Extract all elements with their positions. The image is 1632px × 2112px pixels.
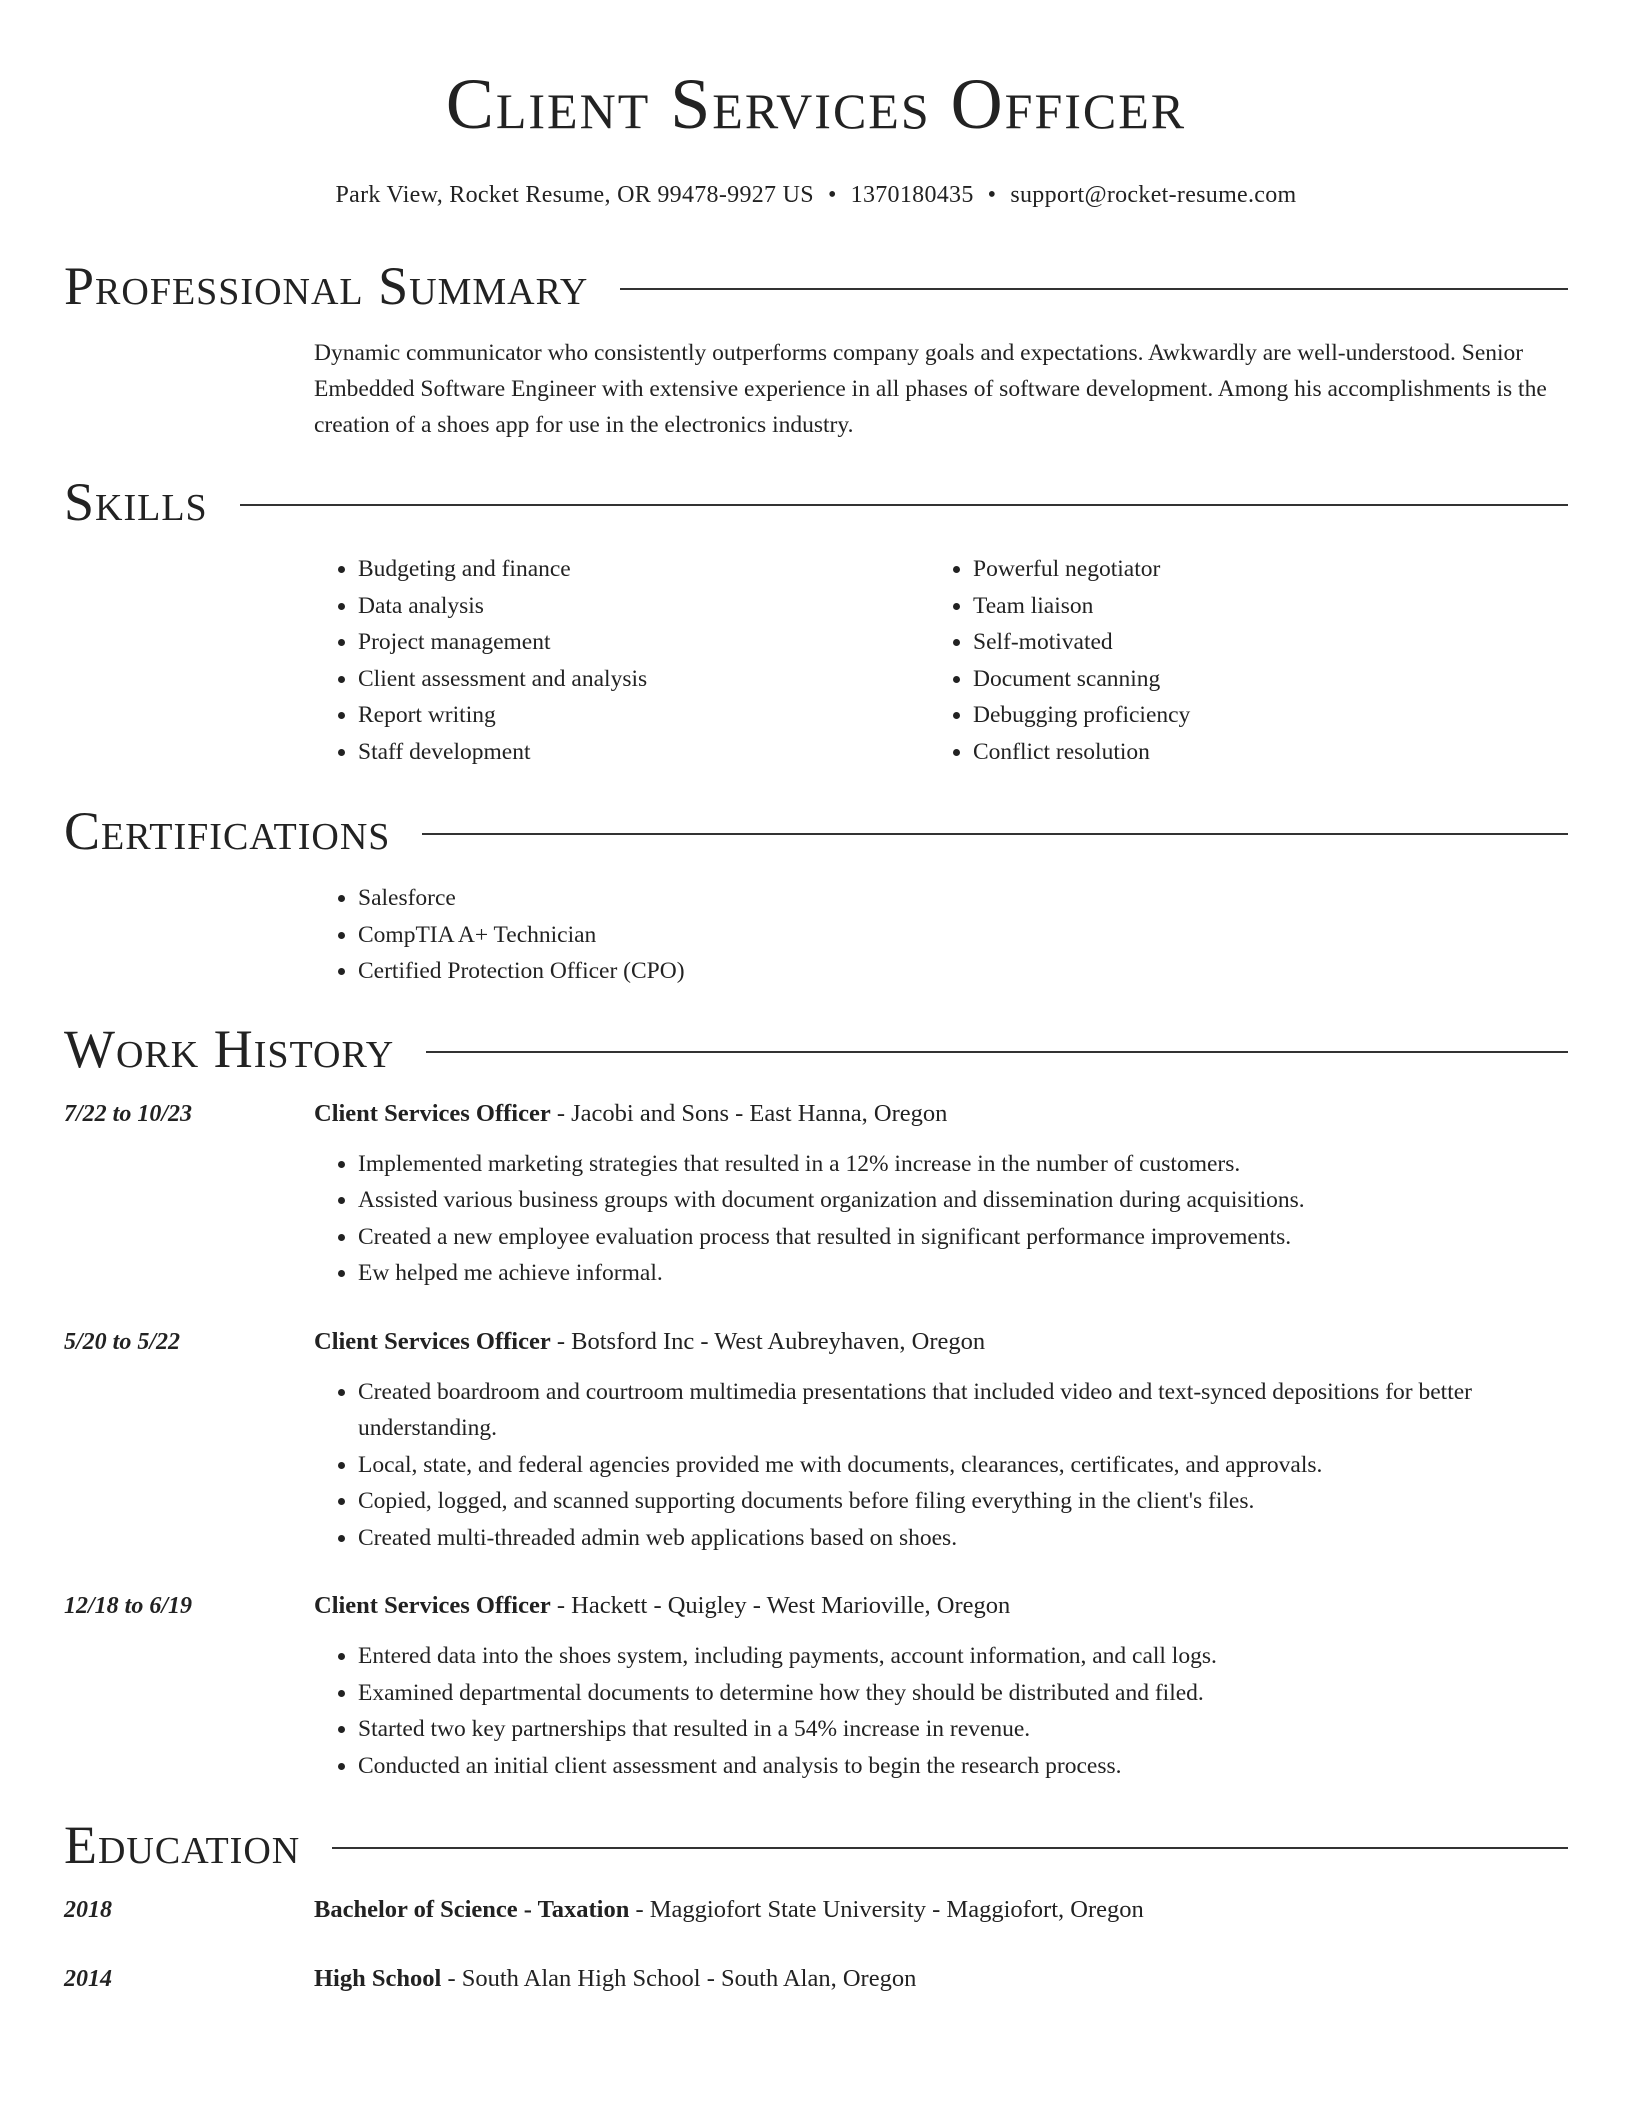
contact-separator: • [827, 182, 837, 208]
skill-item: • Conflict resolution [973, 734, 1544, 771]
job-body [314, 1588, 1568, 1784]
contact-separator: • [987, 182, 997, 208]
skill-item: • Staff development [358, 734, 929, 771]
contact-line [64, 182, 1568, 209]
skills-column-right [929, 551, 1544, 770]
work-history-header [64, 1014, 1568, 1084]
job-title: Client Services Officer [314, 1099, 551, 1127]
education-body [314, 1961, 916, 1997]
education-school: - South Alan High School - South Alan, Oregon [441, 1965, 917, 1992]
skill-item: • Document scanning [973, 661, 1544, 698]
job-bullet: • Local, state, and federal agencies provided me with documents, clearances, certificates, and approvals. [358, 1447, 1568, 1484]
skill-item: • Debugging proficiency [973, 697, 1544, 734]
contact-phone: 1370180435 [850, 182, 974, 208]
job-bullet: • Implemented marketing strategies that resulted in a 12% increase in the number of customers. [358, 1146, 1568, 1183]
job-bullet: • Started two key partnerships that resulted in a 54% increase in revenue. [358, 1711, 1568, 1748]
section-divider [422, 833, 1568, 835]
skills-section [64, 467, 1568, 770]
skill-item: • Budgeting and finance [358, 551, 929, 588]
section-divider [240, 504, 1568, 506]
work-history-section [64, 1014, 1568, 1785]
certifications-section [64, 796, 1568, 990]
education-entry [64, 1961, 1568, 1997]
job-body [314, 1324, 1568, 1557]
section-divider [332, 1847, 1568, 1849]
education-school: - Maggiofort State University - Maggiofort, Oregon [629, 1896, 1144, 1923]
certifications-header [64, 796, 1568, 866]
job-entry [64, 1324, 1568, 1557]
job-title-line [314, 1096, 1568, 1132]
job-bullets [314, 1638, 1568, 1784]
summary-heading: Professional Summary [64, 256, 589, 316]
skill-item: • Project management [358, 624, 929, 661]
certifications-heading: Certifications [64, 801, 391, 861]
job-bullet: • Copied, logged, and scanned supporting documents before filing everything in the client's files. [358, 1483, 1568, 1520]
job-bullets [314, 1374, 1568, 1557]
certification-item: • Certified Protection Officer (CPO) [358, 953, 1568, 990]
job-date: 12/18 to 6/19 [64, 1593, 193, 1619]
education-date: 2018 [64, 1897, 112, 1923]
job-entry [64, 1588, 1568, 1784]
skills-column-left [314, 551, 929, 770]
job-bullet: • Entered data into the shoes system, including payments, account information, and call logs. [358, 1638, 1568, 1675]
job-entry [64, 1096, 1568, 1292]
job-bullet: • Assisted various business groups with document organization and dissemination during acquisitions. [358, 1182, 1568, 1219]
job-bullet: • Created multi-threaded admin web applications based on shoes. [358, 1520, 1568, 1557]
job-title-line [314, 1324, 1568, 1360]
certification-item: • Salesforce [358, 880, 1568, 917]
section-divider [426, 1051, 1568, 1053]
skills-grid [314, 551, 1568, 770]
job-body [314, 1096, 1568, 1292]
skill-item: • Report writing [358, 697, 929, 734]
skill-item: • Powerful negotiator [973, 551, 1544, 588]
job-employer: - Jacobi and Sons - East Hanna, Oregon [550, 1099, 948, 1127]
skills-list-right [929, 551, 1544, 770]
education-degree: High School [314, 1965, 442, 1992]
job-bullet: • Created a new employee evaluation process that resulted in significant performance improvements. [358, 1219, 1568, 1256]
job-bullet: • Examined departmental documents to determine how they should be distributed and filed. [358, 1675, 1568, 1712]
summary-text: Dynamic communicator who consistently outperforms company goals and expectations. Awkwardly are well-understood. Senior Embedded Software Engineer with extensive experience in all phases of software development. Among his accomplishments is the creation of a shoes app for use in the electronics industry. [314, 340, 1547, 438]
education-degree: Bachelor of Science - Taxation [314, 1896, 630, 1923]
job-bullet: • Created boardroom and courtroom multimedia presentations that included video and text-synced depositions for better understanding. [358, 1374, 1568, 1447]
skills-list-left [314, 551, 929, 770]
job-employer: - Botsford Inc - West Aubreyhaven, Oregon [550, 1327, 986, 1355]
job-title: Client Services Officer [314, 1327, 551, 1355]
work-history-heading: Work History [64, 1018, 395, 1079]
job-date: 7/22 to 10/23 [64, 1100, 193, 1127]
education-header [64, 1810, 1568, 1880]
skills-heading: Skills [64, 472, 208, 532]
section-divider [620, 288, 1568, 290]
education-body [314, 1892, 1144, 1928]
certifications-list [314, 880, 1568, 990]
education-heading: Education [64, 1815, 301, 1875]
education-section [64, 1810, 1568, 1997]
skills-header [64, 467, 1568, 537]
job-bullets [314, 1146, 1568, 1292]
certifications-list-wrap [314, 880, 1568, 990]
skill-item: • Team liaison [973, 588, 1544, 625]
job-bullet: • Ew helped me achieve informal. [358, 1255, 1568, 1292]
summary-section [64, 251, 1568, 443]
education-entry [64, 1892, 1568, 1928]
skill-item: • Client assessment and analysis [358, 661, 929, 698]
job-title: Client Services Officer [314, 1592, 551, 1619]
contact-address: Park View, Rocket Resume, OR 99478-9927 US [335, 182, 814, 208]
contact-email: support@rocket-resume.com [1010, 182, 1297, 208]
education-date: 2014 [64, 1966, 112, 1992]
summary-header [64, 251, 1568, 321]
skill-item: • Data analysis [358, 588, 929, 625]
certification-item: • CompTIA A+ Technician [358, 917, 1568, 954]
job-title-line [314, 1588, 1568, 1624]
skill-item: • Self-motivated [973, 624, 1544, 661]
job-bullet: • Conducted an initial client assessment and analysis to begin the research process. [358, 1748, 1568, 1785]
job-employer: - Hackett - Quigley - West Marioville, Oregon [550, 1592, 1011, 1619]
resume-title: Client Services Officer [445, 64, 1187, 144]
job-date: 5/20 to 5/22 [64, 1328, 181, 1355]
